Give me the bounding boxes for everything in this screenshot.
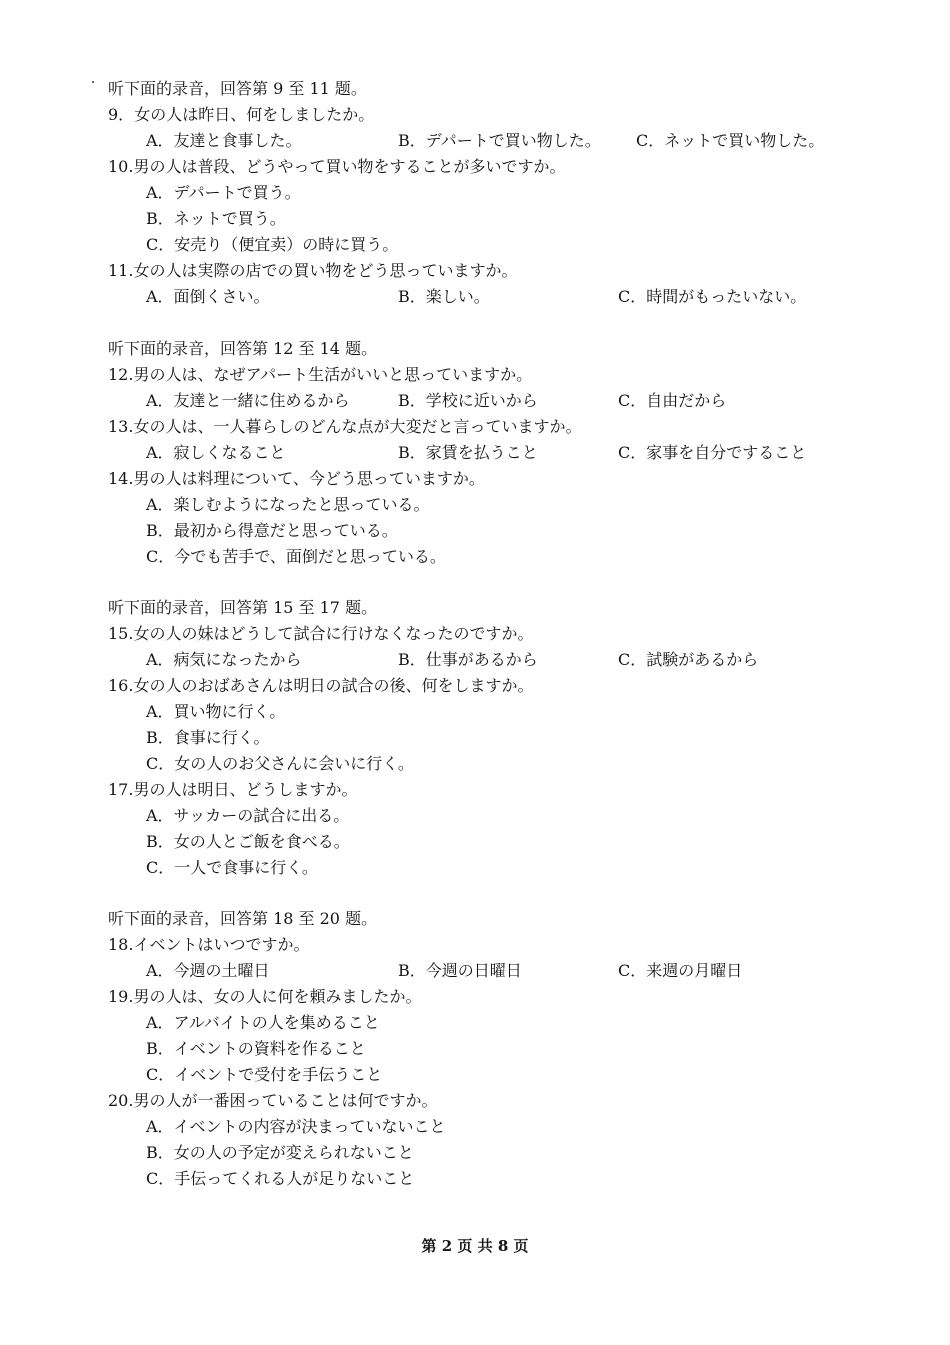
- option-a: A．病気になったから: [146, 650, 302, 669]
- question-10: [108, 156, 565, 178]
- option-c: C．家事を自分ですること: [618, 443, 807, 462]
- question-number: 12.: [108, 365, 134, 384]
- option-b: B．イベントの資料を作ること: [146, 1039, 366, 1058]
- option-a: A．楽しむようになったと思っている。: [146, 495, 430, 514]
- question-16: [108, 675, 533, 697]
- question-number: 10.: [108, 157, 134, 176]
- option-c: C．今でも苦手で、面倒だと思っている。: [146, 547, 446, 566]
- option-b: B．ネットで買う。: [146, 209, 286, 228]
- question-text: 女の人は昨日、何をしましたか。: [134, 105, 375, 124]
- question-text: 女の人は実際の店での買い物をどう思っていますか。: [133, 261, 518, 280]
- question-11: [108, 260, 517, 282]
- question-19: [108, 986, 421, 1008]
- option-a: A．面倒くさい。: [146, 287, 270, 306]
- question-text: 男の人は明日、どうしますか。: [133, 780, 358, 799]
- option-a: A．今週の土曜日: [146, 961, 270, 980]
- option-b: B．家賃を払うこと: [398, 443, 538, 462]
- question-number: 20.: [108, 1091, 134, 1110]
- question-text: 男の人が一番困っていることは何ですか。: [133, 1091, 438, 1110]
- section-header: 听下面的录音，回答第 15 至 17 题。: [108, 598, 378, 617]
- question-9: [108, 104, 374, 126]
- option-c: C．女の人のお父さんに会いに行く。: [146, 754, 414, 773]
- option-a: A．買い物に行く。: [146, 702, 286, 721]
- question-text: 女の人の妹はどうして試合に行けなくなったのですか。: [133, 624, 534, 643]
- option-c: C．自由だから: [618, 391, 727, 410]
- option-a: A．アルバイトの人を集めること: [146, 1013, 380, 1032]
- option-c: C．時間がもったいない。: [618, 287, 807, 306]
- option-b: B．女の人とご飯を食べる。: [146, 832, 350, 851]
- option-a: A．友達と一緒に住めるから: [146, 391, 350, 410]
- question-number: 16.: [108, 676, 134, 695]
- question-text: 男の人は料理について、今どう思っていますか。: [133, 469, 485, 488]
- question-15: [108, 623, 533, 645]
- question-number: 13.: [108, 417, 134, 436]
- question-18: [108, 934, 309, 956]
- option-b: B．女の人の予定が変えられないこと: [146, 1143, 414, 1162]
- question-number: 18.: [108, 935, 134, 954]
- option-a: A．友達と食事した。: [146, 131, 302, 150]
- question-text: 女の人は、一人暮らしのどんな点が大変だと言っていますか。: [133, 417, 582, 436]
- question-17: [108, 779, 357, 801]
- question-text: 男の人は、女の人に何を頼みましたか。: [133, 987, 422, 1006]
- section-header: 听下面的录音，回答第 12 至 14 题。: [108, 339, 378, 358]
- question-12: [108, 364, 532, 386]
- question-text: 女の人のおばあさんは明日の試合の後、何をしますか。: [133, 676, 534, 695]
- option-b: B．食事に行く。: [146, 728, 270, 747]
- page-number-footer: 第 2 页 共 8 页: [421, 1237, 529, 1255]
- option-a: A．デパートで買う。: [146, 183, 301, 202]
- question-number: 14.: [108, 469, 134, 488]
- option-c: C．一人で食事に行く。: [146, 858, 318, 877]
- question-number: 9．: [108, 105, 135, 124]
- option-a: A．寂しくなること: [146, 443, 286, 462]
- scan-speck: [92, 81, 94, 83]
- question-text: イベントはいつですか。: [133, 935, 310, 954]
- option-b: B．学校に近いから: [398, 391, 538, 410]
- option-c: C．来週の月曜日: [618, 961, 743, 980]
- option-c: C．安売り（便宜卖）の時に買う。: [146, 235, 399, 254]
- question-number: 17.: [108, 780, 134, 799]
- option-b: B．デパートで買い物した。: [398, 131, 601, 150]
- question-14: [108, 468, 485, 490]
- option-c: C．ネットで買い物した。: [636, 131, 825, 150]
- question-text: 男の人は普段、どうやって買い物をすることが多いですか。: [133, 157, 566, 176]
- question-13: [108, 416, 581, 438]
- option-c: C．試験があるから: [618, 650, 759, 669]
- question-number: 11.: [108, 261, 134, 280]
- option-b: B．楽しい。: [398, 287, 490, 306]
- option-a: A．イベントの内容が決まっていないこと: [146, 1117, 446, 1136]
- question-number: 15.: [108, 624, 134, 643]
- option-a: A．サッカーの試合に出る。: [146, 806, 350, 825]
- option-b: B．今週の日曜日: [398, 961, 522, 980]
- question-20: [108, 1090, 437, 1112]
- option-c: C．イベントで受付を手伝うこと: [146, 1065, 383, 1084]
- option-c: C．手伝ってくれる人が足りないこと: [146, 1169, 415, 1188]
- section-header: 听下面的录音，回答第 9 至 11 题。: [108, 79, 367, 98]
- option-b: B．仕事があるから: [398, 650, 538, 669]
- option-b: B．最初から得意だと思っている。: [146, 521, 398, 540]
- section-header: 听下面的录音，回答第 18 至 20 题。: [108, 909, 378, 928]
- question-number: 19.: [108, 987, 134, 1006]
- question-text: 男の人は、なぜアパート生活がいいと思っていますか。: [133, 365, 533, 384]
